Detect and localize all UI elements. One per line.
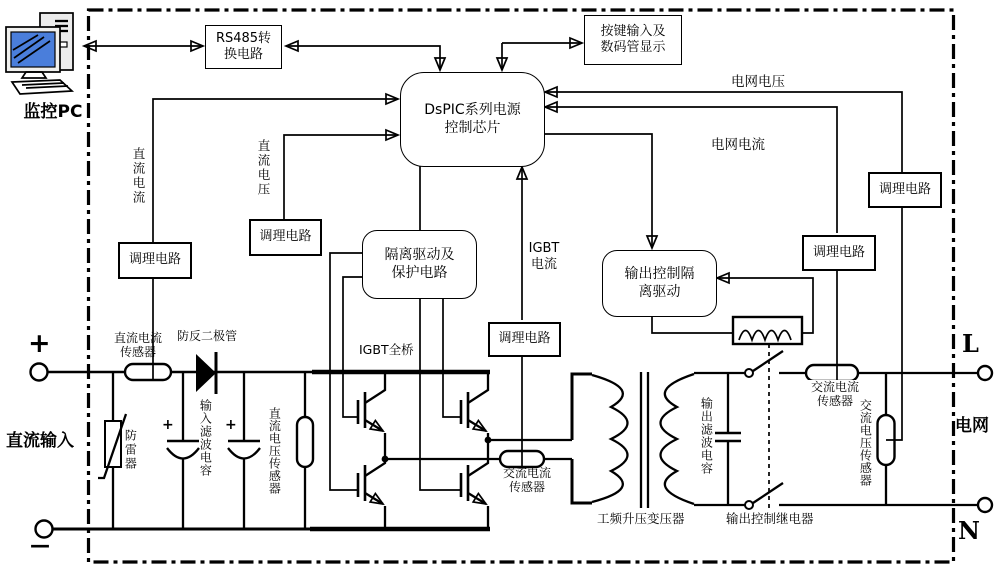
rs485-line1: RS485转 xyxy=(215,30,272,46)
comm-wires xyxy=(84,43,582,70)
line-terminal-label: L xyxy=(962,329,979,358)
computer-icon xyxy=(6,13,73,94)
input-filter-cap-label: 输入滤波电容 xyxy=(198,399,213,477)
keypad-line1: 按键输入及 xyxy=(600,23,666,39)
output-relay-label: 输出控制继电器 xyxy=(726,511,814,526)
dspic-line1: DsPIC系列电源 xyxy=(424,102,521,118)
dc-current-sensor-label: 直流电流 传感器 xyxy=(113,331,162,360)
keypad-display-block xyxy=(584,15,682,65)
conditioning-dc-current: 调理电路 xyxy=(118,242,192,279)
dc-input-label: 直流输入 xyxy=(6,431,74,451)
dc-plus-label: + xyxy=(28,328,51,359)
surge-arrester-label: 防雷器 xyxy=(123,429,138,471)
out-ctrl-line1: 输出控制隔 xyxy=(624,266,695,282)
keypad-line2: 数码管显示 xyxy=(600,40,666,55)
conditioning-grid-current: 调理电路 xyxy=(802,235,876,271)
dc-voltage-sensor-label: 直流电压传感器 xyxy=(267,407,282,495)
conditioning-grid-voltage: 调理电路 xyxy=(868,172,942,208)
igbt-full-bridge xyxy=(358,372,572,529)
monitor-pc-label: 监控PC xyxy=(23,102,83,122)
ac-current-sensor-grid-label: 交流电流 传感器 xyxy=(803,380,867,409)
dc-rails xyxy=(31,364,491,538)
neutral-terminal-label: N xyxy=(958,516,980,545)
conditioning-igbt-current: 调理电路 xyxy=(488,322,561,357)
cap1-polarity: + xyxy=(162,417,174,433)
anti-reverse-diode-label: 防反二极管 xyxy=(177,329,238,343)
dc-voltage-sensor xyxy=(297,372,313,529)
igbt-bridge-label: IGBT全桥 xyxy=(359,342,414,357)
ac-voltage-sensor-label: 交流电压传感器 xyxy=(858,399,873,487)
cap2-polarity: + xyxy=(225,417,237,433)
input-filter-capacitors xyxy=(167,372,260,529)
dc-minus-label: — xyxy=(30,533,50,557)
conditioning-dc-voltage: 调理电路 xyxy=(249,219,322,256)
rs485-converter-block xyxy=(205,25,282,69)
iso-drive-line1: 隔离驱动及 xyxy=(384,247,455,263)
iso-drive-line2: 保护电路 xyxy=(391,264,448,281)
output-control-drive-block xyxy=(602,250,717,317)
ac-voltage-sensor-icon xyxy=(878,204,903,505)
transformer-label: 工频升压变压器 xyxy=(597,511,685,526)
ac-current-sensor-inverter-label: 交流电流 传感器 xyxy=(502,466,551,495)
output-filter-cap-label: 输出滤波电容 xyxy=(699,397,714,475)
grid-label: 电网 xyxy=(955,416,989,436)
transformer-icon xyxy=(572,372,694,508)
anti-reverse-diode-icon xyxy=(196,352,216,394)
rs485-line2: 换电路 xyxy=(223,47,263,62)
isolation-drive-block xyxy=(362,230,477,299)
dc-voltage-signal-label: 直流电压 xyxy=(256,139,271,197)
dc-current-sensor xyxy=(125,275,171,380)
ac-current-sensor-inverter xyxy=(500,353,544,467)
dspic-line2: 控制芯片 xyxy=(444,119,501,136)
grid-current-signal-label: 电网电流 xyxy=(711,137,765,153)
dspic-controller-block xyxy=(400,72,545,167)
out-ctrl-line2: 离驱动 xyxy=(638,283,681,300)
ac-output-wires xyxy=(694,317,992,512)
surge-arrester xyxy=(98,372,126,529)
grid-voltage-signal-label: 电网电压 xyxy=(731,74,785,90)
dc-current-signal-label: 直流电流 xyxy=(131,147,146,205)
igbt-current-signal-label: IGBT 电流 xyxy=(528,241,560,272)
